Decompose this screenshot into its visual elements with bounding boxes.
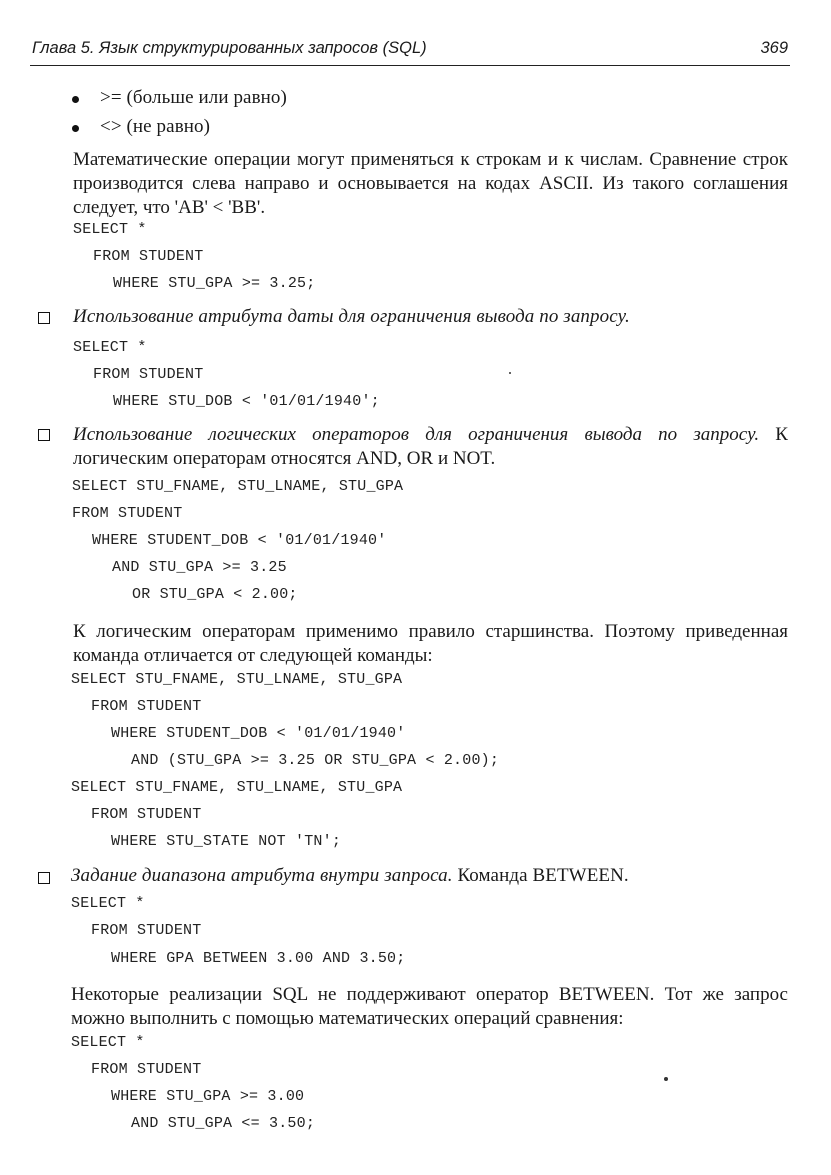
code-line: WHERE STU_STATE NOT 'TN'; [111,833,342,850]
checkbox-icon [38,312,50,324]
code-line: SELECT STU_FNAME, STU_LNAME, STU_GPA [71,779,403,796]
code-line: FROM STUDENT [91,922,202,939]
code-line: SELECT * [71,895,145,912]
code-line: AND STU_GPA >= 3.25 [112,559,287,576]
section-heading-italic: Использование логических операторов для ограничения вывода по запросу. [73,424,760,445]
bullet-item: <> (не равно) [100,116,211,137]
code-line: SELECT * [73,221,147,238]
section-heading-text: К логическим операторам относятся AND, OR и NOT. [73,424,788,469]
section-heading [73,306,630,328]
section-heading-italic: Использование атрибута даты для ограничения вывода по запросу. [73,306,630,327]
code-line: FROM STUDENT [91,698,202,715]
running-header [30,37,790,66]
section-heading-text: Команда BETWEEN. [452,865,629,886]
bullet-item: >= (больше или равно) [100,87,287,108]
code-line: OR STU_GPA < 2.00; [132,586,298,603]
chapter-title: Глава 5. Язык структурированных запросов (SQL) [32,39,427,57]
print-speck [509,372,511,374]
code-line: FROM STUDENT [72,505,183,522]
section-heading [73,423,788,471]
bullet-icon [72,96,79,103]
code-line: WHERE STU_DOB < '01/01/1940'; [113,393,380,410]
paragraph: К логическим операторам применимо правило старшинства. Поэтому приведенная команда отличается от следующей команды: [73,621,788,666]
code-line: FROM STUDENT [91,1061,202,1078]
code-line: WHERE STU_GPA >= 3.25; [113,275,316,292]
checkbox-icon [38,429,50,441]
code-line: SELECT STU_FNAME, STU_LNAME, STU_GPA [72,478,404,495]
code-line: SELECT * [71,1034,145,1051]
section-heading [71,865,629,887]
print-speck [664,1077,668,1081]
code-line: WHERE STUDENT_DOB < '01/01/1940' [111,725,406,742]
code-line: WHERE STUDENT_DOB < '01/01/1940' [92,532,387,549]
code-line: SELECT * [73,339,147,356]
section-heading-italic: Задание диапазона атрибута внутри запроса. [71,865,453,886]
code-line: WHERE STU_GPA >= 3.00 [111,1088,305,1105]
bullet-icon [72,125,79,132]
code-line: FROM STUDENT [93,366,204,383]
code-line: WHERE GPA BETWEEN 3.00 AND 3.50; [111,950,406,967]
checkbox-icon [38,872,50,884]
code-line: FROM STUDENT [93,248,204,265]
code-line: SELECT STU_FNAME, STU_LNAME, STU_GPA [71,671,403,688]
code-line: FROM STUDENT [91,806,202,823]
code-line: AND STU_GPA <= 3.50; [131,1115,316,1132]
paragraph: Математические операции могут применяться к строкам и к числам. Сравнение строк производится слева направо и основывается на кодах ASCII. Из такого соглашения следует, что 'AB' < 'BB'. [73,149,788,218]
paragraph: Некоторые реализации SQL не поддерживают оператор BETWEEN. Тот же запрос можно выполнить с помощью математических операций сравнения: [71,984,788,1029]
code-line: AND (STU_GPA >= 3.25 OR STU_GPA < 2.00); [131,752,500,769]
page-number: 369 [760,39,788,57]
